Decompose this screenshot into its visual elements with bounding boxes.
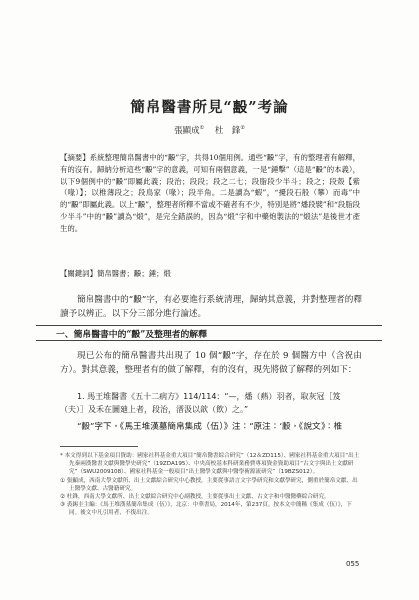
body-paragraph: “𣪠”字下，《馬王堆漢墓簡帛集成（伍）》注：“原注：‘𣪠，《說文》：椎 [77,422,343,432]
author-line [0,124,419,136]
author-name: 張顯成 [174,126,200,136]
section-heading-text: 一、簡帛醫書中的“𣪠”及整理者的解釋 [56,330,207,340]
body-paragraph: 現已公布的簡帛醫書共出現了 10 個“𣪠”字，存在於 9 個醫方中（含祝由方）。對其意義，整理者有的做了解釋，有的沒有，現先將做了解釋的列如下： [60,351,362,375]
page-number: 055 [346,560,360,568]
abstract-text: 系統整理簡帛醫書中的“𣪠”字，共得10個用例。通些“𣪠”字，有的整理者有解釋，有的沒有。歸納分析這些“𣪠”字的意義，可知有兩個意義，一是“錘擊”（這是“𣪠”的本義），以下9個例中的“𣪠”即屬此義；段治；段段；段之二七；段脂段少半斗；段之；段殼【紫（喙）】；以椎薄段之；段鳥家（喙）；段半角。二是讀為“蝦”，“擾段石般（攀）而毒”中的“𣪠”即屬此義。以上“𣪠”，整理者所釋不當或不確者有不少，特別是將“燔段襞”和“段脂段少半斗”中的“𣪠”讀為“煅”，是完全錯誤的，因為“煅”字和中藥炮製法的“煅法”是後世才產生的。 [60,153,360,233]
section-heading [36,325,382,341]
footnote-marker: ② [240,125,245,132]
footnote-marker: ① [199,125,205,132]
article-title: 簡帛醫書所見“𣪠”考論 [130,99,289,116]
intro-paragraph: 簡帛醫書中的“𣪠”字，有必要進行系統清理，歸納其意義，并對整理者的釋讀予以辨正。以下分三部分進行論述。 [60,295,362,319]
footnote-divider [60,446,138,447]
abstract-label: 【摘要】 [60,153,90,162]
footnote: ① 張顯成，西南大學文獻所、出土文獻綜合研究中心教授，主要從事語言文字學研究和文獻學研究，側重於簡帛文獻、出土醫學文獻、古醫籍研究。 [60,477,358,492]
keywords-label: 【關鍵詞】 [60,269,97,278]
footnote: ② 杜鋒，西南大學文獻所、出土文獻綜合研究中心副教授，主要從事出土文獻、古文字和中醫醫藥綜合研究。 [60,494,330,501]
keywords [60,268,360,279]
author-name: 杜 鋒 [214,126,241,136]
keywords-text: 簡帛醫書；𣪠；錘；煅 [96,269,171,278]
footnote: * 本文得到以下基金項目資助：國家社科基金重大項目“簡帛醫書綜合研究”（12＆ZD115）、國家社科基金重大項目“出土先秦兩漢醫書文獻與醫學史研究”（19ZDA195）、中央高校基本科研業務費專項資金資助項目“古文字與出土文獻研究”（SWU2009108）、國家社科基金一般項目“出土醫學文獻與中醫學術源流研究”（19BZS012）。 [60,453,360,476]
quoted-entry [60,390,362,416]
quoted-entry-line: 1. 馬王堆醫書《五十二病方》114/114：“—，燔（爇）羽者，取灰冠［笈（夫）］及禾在圖廸上者，段治，溍汲以歆（飲）之。” [60,392,341,414]
footnotes [60,452,362,518]
abstract [60,152,360,235]
footnote: ③ 裘錫圭主編：《馬王堆漢墓簡帛集成（伍）》，北京：中華書局，2014年，第237頁。按本文中簡稱《集成（伍）》，下同。後文中凡引用者，不復出注。 [60,502,352,517]
